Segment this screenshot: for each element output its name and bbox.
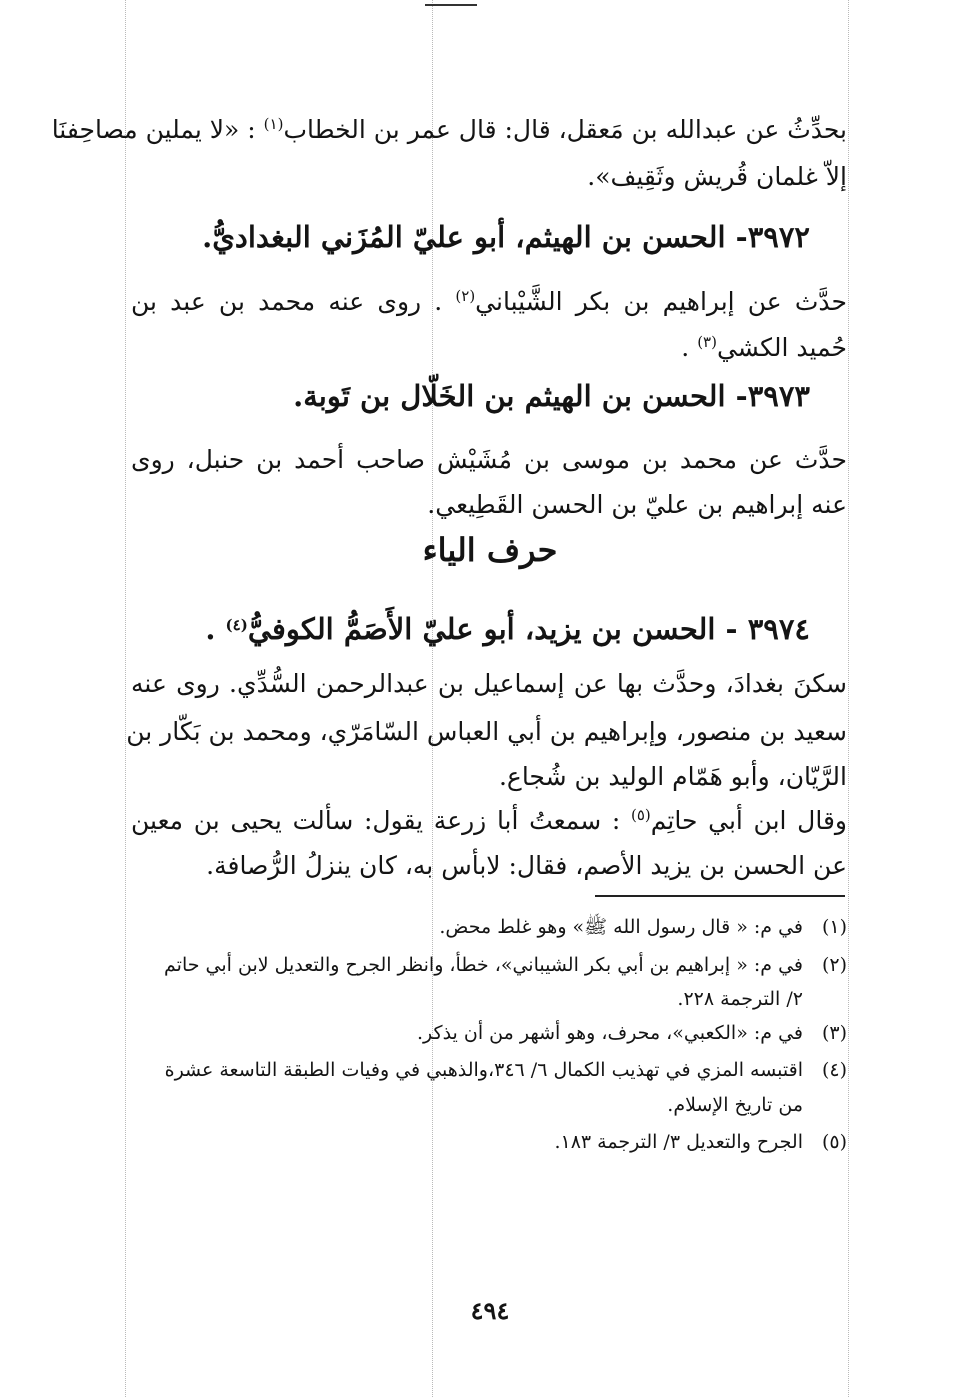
footnote [131,1055,847,1085]
footnote-number: (٣) [821,1022,847,1044]
page-number: ٤٩٤ [470,1296,510,1325]
section-title: حرف الياء [422,531,558,569]
footnote [131,950,847,980]
footnote-continuation [131,984,847,1014]
footnote [131,1018,847,1048]
footnote-text: من تاريخ الإسلام. [667,1094,803,1116]
footnote-number: (٥) [821,1131,847,1153]
footnote-ref: (١) [263,115,284,133]
footnote-continuation [131,1090,847,1120]
body-line: الرَّيّان، وأبو هَمّام الوليد بن شُجاع. [498,762,847,791]
footnote-separator [595,895,845,897]
footnote-ref: (٢) [455,287,476,305]
body-line: حُميد الكشي$^{(٣)}$ . [681,333,847,362]
body-line: عن الحسن بن يزيد الأصم، فقال: لابأس به، كان ينزلُ الرُّصافة. [206,851,847,880]
footnote-text: الجرح والتعديل ٣/ الترجمة ١٨٣. [554,1131,803,1153]
scan-dotted-line [848,0,849,1397]
entry-heading: ٣٩٧٢- الحسن بن الهيثم، أبو عليّ المُزَني البغداديُّ. [202,220,810,254]
body-line: حدَّث عن محمد بن موسى بن مُشَيْش صاحب أحمد بن حنبل، روى [131,445,847,474]
footnote-text: في م: « قال رسول الله ﷺ» وهو غلط محض. [439,916,803,938]
body-line: سعيد بن منصور، وإبراهيم بن أبي العباس السّامَرّي، ومحمد بن بَكّار بن [126,717,847,746]
footnote [131,1127,847,1157]
footnote-text: ٢/ الترجمة ٢٢٨. [677,988,803,1010]
footnote [131,912,847,942]
body-line: سكنَ بغدادَ، وحدَّث بها عن إسماعيل بن عبدالرحمن السُّدِّي. روى عنه [131,669,847,698]
body-line: عنه إبراهيم بن عليّ بن الحسن القَطِيعي. [427,490,847,519]
footnote-text: في م: «الكعبي»، محرف، وهو أشهر من أن يذكر. [417,1022,803,1044]
entry-heading: ٣٩٧٤ - الحسن بن يزيد، أبو عليّ الأَصَمُّ الكوفيُّ$^{(٤)}$ . [205,612,810,646]
entry-heading: ٣٩٧٣- الحسن بن الهيثم بن الخَلّال بن تَوبة. [293,379,810,413]
scan-dotted-line [125,0,126,1397]
footnote-number: (٢) [821,954,847,976]
body-line: وقال ابن أبي حاتِم$^{(٥)}$ : سمعتُ أبا زرعة يقول: سألت يحيى بن معين [131,806,847,835]
footnote-number: (١) [821,916,847,938]
footnote-ref: (٥) [630,806,651,824]
footnote-text: اقتبسه المزي في تهذيب الكمال ٦/ ٣٤٦،والذهبي في وفيات الطبقة التاسعة عشرة [164,1059,803,1081]
body-line: إلاّ غلمان قُريش وثَقِيف». [587,162,847,191]
footnote-number: (٤) [821,1059,847,1081]
footnote-text: في م: « إبراهيم بن أبي بكر الشيباني»، خطأ، وانظر الجرح والتعديل لابن أبي حاتم [164,954,803,976]
footnote-ref: (٤) [225,616,248,634]
top-scan-mark [425,4,477,6]
body-line: حدَّث عن إبراهيم بن بكر الشَّيْباني$^{(٢)}$ . روى عنه محمد بن عبد بن [131,287,848,316]
body-line: بحدِّثُ عن عبدالله بن مَعقل، قال: قال عمر بن الخطاب$^{(١)}$ : «لا يملين مصاحِفنَا [51,115,847,144]
footnote-ref: (٣) [697,333,717,351]
